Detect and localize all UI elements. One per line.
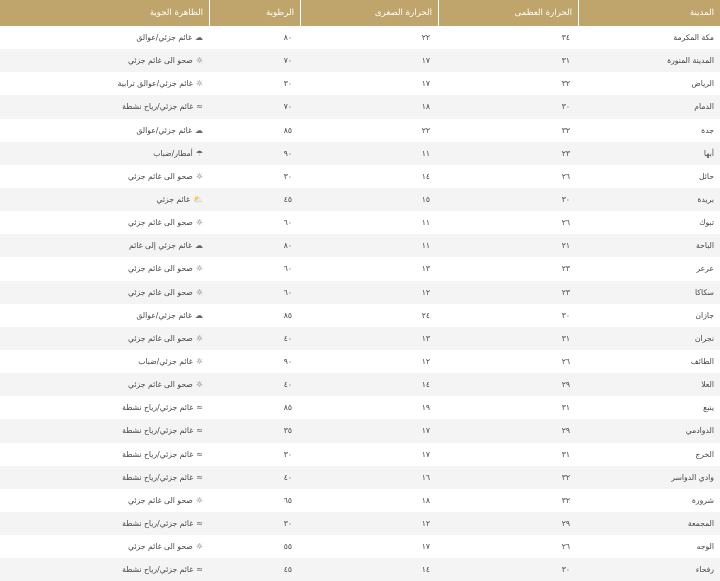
max-temp-cell: ٣١ [561,56,570,66]
phenomenon-cell [0,558,209,581]
max-temp-cell: ٢٣ [561,148,570,158]
phenomenon-label: صحو الى غائم جزئي [127,495,193,505]
min-temp-cell: ١٨ [421,495,430,505]
city-cell: رفحاء [695,565,714,575]
phenomenon-label: غائم جزئي/عوالق [136,310,192,320]
wind-icon: ≈ [196,102,203,112]
table-row [0,396,720,419]
humidity-cell: ٨٥ [283,310,292,320]
city-cell: بريدة [697,195,714,205]
wind-icon: ≈ [196,403,203,413]
table-header [0,0,720,26]
sun-icon: ☼ [195,357,203,367]
phenomenon-cell [0,489,209,512]
phenomenon-cell [0,466,209,489]
city-cell: نجران [694,333,714,343]
humidity-cell: ٤٠ [283,333,292,343]
cloud-icon: ☁ [195,241,203,251]
phenomenon-cell [0,188,209,211]
phenomenon-label: غائم جزئي/عوالق [136,125,192,135]
max-temp-cell: ٢٦ [561,218,570,228]
sun-icon: ☼ [195,171,203,181]
phenomenon-label: غائم جزئي/رياح نشطة [122,449,194,459]
min-temp-cell: ١٣ [421,264,430,274]
humidity-cell: ٤٠ [283,380,292,390]
city-cell: حائل [698,171,714,181]
table-row [0,257,720,280]
humidity-cell: ٦٠ [283,287,292,297]
phenomenon-cell [0,281,209,304]
phenomenon-cell [0,211,209,234]
city-cell: الدوادمي [685,426,714,436]
table-row [0,165,720,188]
phenomenon-cell [0,257,209,280]
min-temp-cell: ٢٢ [421,125,430,135]
sun-icon: ☼ [195,56,203,66]
humidity-cell: ٨٠ [283,241,292,251]
max-temp-cell: ٢٩ [561,426,570,436]
humidity-cell: ٣٠ [283,449,292,459]
city-cell: مكة المكرمة [673,33,714,43]
humidity-cell: ٦٥ [283,495,292,505]
humidity-cell: ٦٠ [283,218,292,228]
max-temp-cell: ٢٩ [561,519,570,529]
phenomenon-label: صحو الى غائم جزئي [127,542,193,552]
humidity-cell: ٤٠ [283,472,292,482]
table-row [0,304,720,327]
phenomenon-cell [0,443,209,466]
min-temp-cell: ١٧ [421,426,430,436]
max-temp-cell: ٣٠ [561,310,570,320]
phenomenon-cell [0,419,209,442]
max-temp-cell: ٣١ [561,333,570,343]
min-temp-cell: ١٥ [421,195,430,205]
city-cell: المدينة المنورة [667,56,714,66]
phenomenon-cell [0,119,209,142]
table-row [0,489,720,512]
sun-icon: ☼ [195,495,203,505]
city-cell: المجمعة [687,519,714,529]
min-temp-cell: ٢٢ [421,33,430,43]
table-row [0,188,720,211]
header-phenomenon[interactable]: الظاهرة الجوية [149,8,203,18]
phenomenon-cell [0,165,209,188]
phenomenon-cell [0,95,209,118]
phenomenon-label: غائم جزئي/رياح نشطة [122,519,194,529]
city-cell: أبها [703,148,714,158]
table-row [0,466,720,489]
city-cell: الوجه [696,542,714,552]
phenomenon-cell [0,142,209,165]
max-temp-cell: ٢١ [561,241,570,251]
min-temp-cell: ١١ [421,148,430,158]
dust-cloud-icon: ☁ [195,33,203,43]
city-cell: الخرج [695,449,714,459]
phenomenon-label: غائم جزئي/رياح نشطة [122,565,194,575]
humidity-cell: ٩٠ [283,148,292,158]
phenomenon-label: صحو الى غائم جزئي [127,264,193,274]
table-row [0,49,720,72]
phenomenon-label: غائم جزئي/رياح نشطة [122,102,194,112]
wind-icon: ≈ [196,449,203,459]
phenomenon-cell [0,234,209,257]
city-cell: وادي الدواسر [671,472,714,482]
phenomenon-label: أمطار/ضباب [153,148,193,158]
min-temp-cell: ١١ [421,241,430,251]
max-temp-cell: ٢٦ [561,357,570,367]
header-max-temp[interactable]: الحرارة العظمى [438,0,578,26]
table-row [0,119,720,142]
phenomenon-label: صحو الى غائم جزئي [127,287,193,297]
city-cell: تبوك [699,218,714,228]
phenomenon-cell [0,304,209,327]
city-cell: عرعر [696,264,714,274]
min-temp-cell: ١٩ [421,403,430,413]
header-min-temp[interactable]: الحرارة الصغرى [300,0,438,26]
city-cell: الباحة [695,241,714,251]
phenomenon-label: غائم جزئي/رياح نشطة [122,472,194,482]
humidity-cell: ٨٠ [283,33,292,43]
dust-cloud-icon: ☁ [195,125,203,135]
table-row [0,142,720,165]
humidity-cell: ٤٥ [283,565,292,575]
city-cell: شرورة [691,495,714,505]
table-row [0,95,720,118]
max-temp-cell: ٣٢ [561,495,570,505]
humidity-cell: ٣٠ [283,79,292,89]
table-row [0,26,720,49]
city-cell: جازان [695,310,714,320]
table-row [0,512,720,535]
dust-cloud-icon: ☁ [195,310,203,320]
phenomenon-cell [0,49,209,72]
phenomenon-cell [0,26,209,49]
sun-icon: ☼ [195,79,203,89]
phenomenon-label: غائم جزئي/رياح نشطة [122,426,194,436]
table-row [0,419,720,442]
phenomenon-cell [0,327,209,350]
table-row [0,443,720,466]
sun-icon: ☼ [195,380,203,390]
table-row [0,373,720,396]
min-temp-cell: ١٤ [421,565,430,575]
humidity-cell: ٤٥ [283,195,292,205]
humidity-cell: ٨٥ [283,125,292,135]
phenomenon-cell [0,373,209,396]
max-temp-cell: ٣١ [561,403,570,413]
min-temp-cell: ٢٤ [421,310,430,320]
phenomenon-label: صحو الى غائم جزئي [127,218,193,228]
table-row [0,234,720,257]
max-temp-cell: ٢٣ [561,287,570,297]
sun-icon: ☼ [195,542,203,552]
table-row [0,535,720,558]
humidity-cell: ٧٠ [283,102,292,112]
city-cell: سكاكا [694,287,714,297]
min-temp-cell: ١٣ [421,333,430,343]
wind-icon: ≈ [196,519,203,529]
city-cell: الدمام [694,102,714,112]
table-row [0,350,720,373]
table-body [0,26,720,581]
max-temp-cell: ٣٢ [561,472,570,482]
wind-icon: ≈ [196,565,203,575]
min-temp-cell: ١٤ [421,380,430,390]
max-temp-cell: ٣١ [561,449,570,459]
max-temp-cell: ٣٠ [561,565,570,575]
max-temp-cell: ٢٣ [561,264,570,274]
table-row [0,72,720,95]
min-temp-cell: ١٧ [421,542,430,552]
max-temp-cell: ٢٩ [561,380,570,390]
humidity-cell: ٥٥ [283,542,292,552]
min-temp-cell: ١٢ [421,357,430,367]
phenomenon-label: صحو الى غائم جزئي [127,380,193,390]
table-row [0,327,720,350]
max-temp-cell: ٣٢ [561,125,570,135]
partly-cloudy-icon: ⛅ [193,195,203,205]
humidity-cell: ٧٠ [283,56,292,66]
phenomenon-label: غائم جزئي/رياح نشطة [122,403,194,413]
min-temp-cell: ١٧ [421,79,430,89]
city-cell: ينبع [703,403,714,413]
sun-icon: ☼ [195,264,203,274]
min-temp-cell: ١٢ [421,287,430,297]
max-temp-cell: ٢٦ [561,171,570,181]
humidity-cell: ٦٠ [283,264,292,274]
header-city[interactable]: المدينة [578,0,720,26]
min-temp-cell: ١٨ [421,102,430,112]
phenomenon-cell [0,512,209,535]
phenomenon-label: صحو الى غائم جزئي [127,171,193,181]
humidity-cell: ٣٥ [283,426,292,436]
min-temp-cell: ١٧ [421,449,430,459]
wind-icon: ≈ [196,426,203,436]
city-cell: جدة [701,125,714,135]
min-temp-cell: ١١ [421,218,430,228]
phenomenon-label: صحو الى غائم جزئي [127,56,193,66]
phenomenon-label: غائم جزئي/عوالق ترابية [117,79,193,89]
table-row [0,558,720,581]
phenomenon-cell [0,72,209,95]
humidity-cell: ٩٠ [283,357,292,367]
max-temp-cell: ٣٤ [561,33,570,43]
min-temp-cell: ١٦ [421,472,430,482]
phenomenon-label: غائم جزئي/ضباب [138,357,193,367]
phenomenon-cell [0,535,209,558]
humidity-cell: ٣٠ [283,171,292,181]
phenomenon-cell [0,350,209,373]
max-temp-cell: ٢٦ [561,542,570,552]
rain-cloud-icon: ☂ [195,148,203,158]
table-row [0,281,720,304]
header-humidity[interactable]: الرطوبة [209,0,300,26]
min-temp-cell: ١٢ [421,519,430,529]
phenomenon-label: غائم جزئي/عوالق [136,33,192,43]
humidity-cell: ٨٥ [283,403,292,413]
min-temp-cell: ١٤ [421,171,430,181]
phenomenon-cell [0,396,209,419]
sun-icon: ☼ [195,218,203,228]
phenomenon-label: غائم جزئي [156,195,191,205]
max-temp-cell: ٣٢ [561,79,570,89]
min-temp-cell: ١٧ [421,56,430,66]
table-row [0,211,720,234]
sun-icon: ☼ [195,333,203,343]
wind-icon: ≈ [196,472,203,482]
city-cell: الرياض [691,79,714,89]
phenomenon-label: غائم جزئي إلى غائم [129,241,192,251]
city-cell: العلا [701,380,714,390]
max-temp-cell: ٣٠ [561,195,570,205]
humidity-cell: ٣٠ [283,519,292,529]
max-temp-cell: ٣٠ [561,102,570,112]
sun-icon: ☼ [195,287,203,297]
city-cell: الطائف [690,357,714,367]
phenomenon-label: صحو الى غائم جزئي [127,333,193,343]
